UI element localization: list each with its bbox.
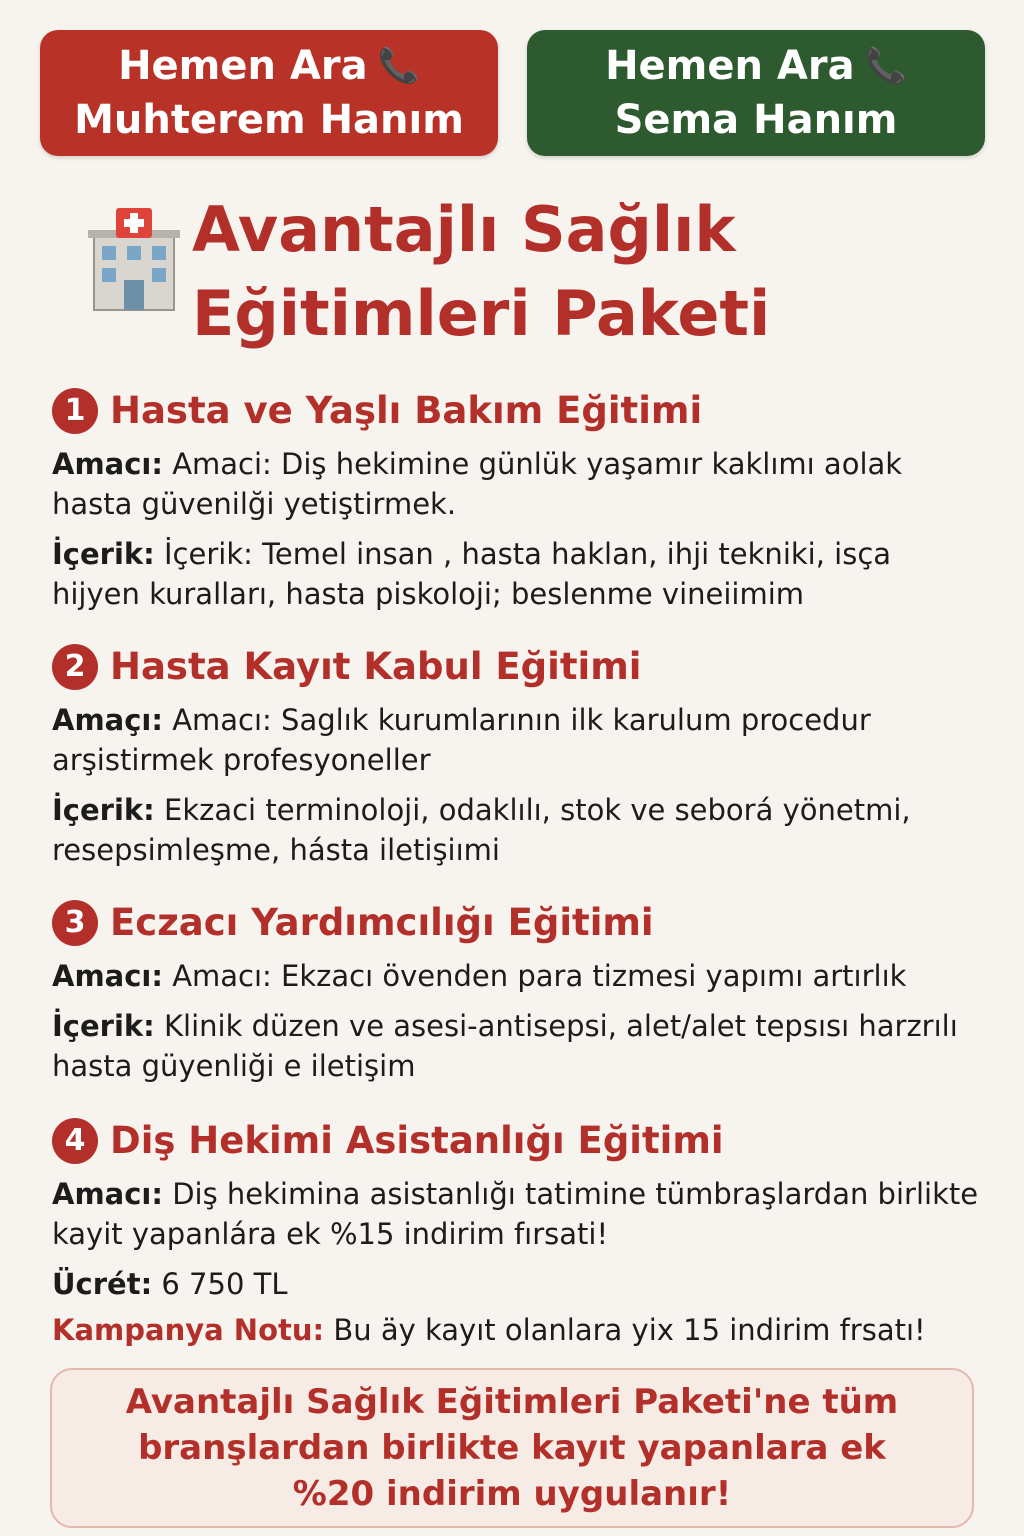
amac-label: Amacı: [52,959,163,993]
hospital-icon [88,204,180,314]
amac-label: Amacı: [52,1177,163,1211]
section-title: Diş Hekimi Asistanlığı Eğitimi [110,1119,724,1162]
number-badge: 1 [52,388,98,434]
call-muhterem-label: Hemen Ara [118,43,368,89]
amac-label: Amaçı: [52,703,163,737]
amac-text: Diş hekimina asistanlığı tatimine tümbraşlardan birlikte kayit yapanlára ek %15 indirim fırsati! [52,1177,979,1251]
section-eczaci-yardimciligi [52,898,982,1086]
call-sema-line1 [605,39,907,93]
phone-icon: 📞 [377,46,420,86]
number-badge: 2 [52,644,98,690]
icerik-label: İçerik: [52,537,155,571]
phone-icon: 📞 [864,46,907,86]
call-muhterem-name: Muhterem Hanım [74,97,464,143]
call-sema-label: Hemen Ara [605,43,855,89]
section-heading [52,642,982,692]
section-title: Eczacı Yardımcılığı Eğitimi [110,901,654,944]
section-heading [52,898,982,948]
amac-paragraph [52,700,982,780]
icerik-label: İçerik: [52,793,155,827]
kampanya-text: Bu äy kayıt olanlara yix 15 indirim frsatı! [333,1313,926,1347]
hero [88,188,770,356]
kampanya-label: Kampanya Notu: [52,1313,325,1347]
amac-text: Amacı: Ekzacı övenden para tizmesi yapımı artırlık [172,959,907,993]
kampanya-paragraph [52,1310,982,1350]
number-badge: 4 [52,1118,98,1164]
icerik-text: Ekzaci terminoloji, odaklılı, stok ve seborá yönetmi, resepsimleşme, hásta iletişiımi [52,793,911,867]
amac-label: Amacı: [52,447,163,481]
amac-paragraph [52,956,982,996]
section-title: Hasta ve Yaşlı Bakım Eğitimi [110,389,703,432]
page-title-line1: Avantajlı Sağlık [192,193,736,266]
page-title-line2: Eğitimleri Paketi [192,277,771,350]
call-muhterem-button[interactable] [40,30,498,156]
section-heading [52,1116,982,1166]
footer-discount-text: Avantajlı Sağlık Eğitimleri Paketi'ne tüm branşlardan birlikte kayıt yapanlara ek %20 indirim uygulanır! [125,1382,899,1514]
icerik-paragraph [52,790,982,870]
section-dis-hekimi-asistanligi [52,1116,982,1350]
amac-text: Amaci: Diş hekimine günlük yaşamır kaklımı aolak hasta güvenilği yetiştirmek. [52,447,903,521]
number-badge: 3 [52,900,98,946]
amac-text: Amacı: Saglık kurumlarının ilk karulum procedur arşistirmek profesyoneller [52,703,871,777]
icerik-text: İçerik: Temel insan , hasta haklan, ihji tekniki, isça hijyen kuralları, hasta piskoloji; beslenme vineiimim [52,537,892,611]
ucret-value: 6 750 TL [161,1267,288,1301]
call-muhterem-line1 [118,39,420,93]
icerik-label: İçerik: [52,1009,155,1043]
section-hasta-yasli-bakim [52,386,982,614]
amac-paragraph [52,444,982,524]
section-heading [52,386,982,436]
icerik-paragraph [52,534,982,614]
page-title [192,188,770,356]
footer-discount-box [50,1368,974,1528]
amac-paragraph [52,1174,982,1254]
icerik-paragraph [52,1006,982,1086]
call-sema-name: Sema Hanım [614,97,898,143]
ucret-paragraph [52,1264,982,1304]
icerik-text: Klinik düzen ve asesi-antisepsi, alet/alet tepsısı harzrılı hasta güyenliği e iletişim [52,1009,958,1083]
ucret-label: Ücrét: [52,1267,153,1301]
call-sema-button[interactable] [527,30,985,156]
section-hasta-kayit-kabul [52,642,982,870]
section-title: Hasta Kayıt Kabul Eğitimi [110,645,642,688]
